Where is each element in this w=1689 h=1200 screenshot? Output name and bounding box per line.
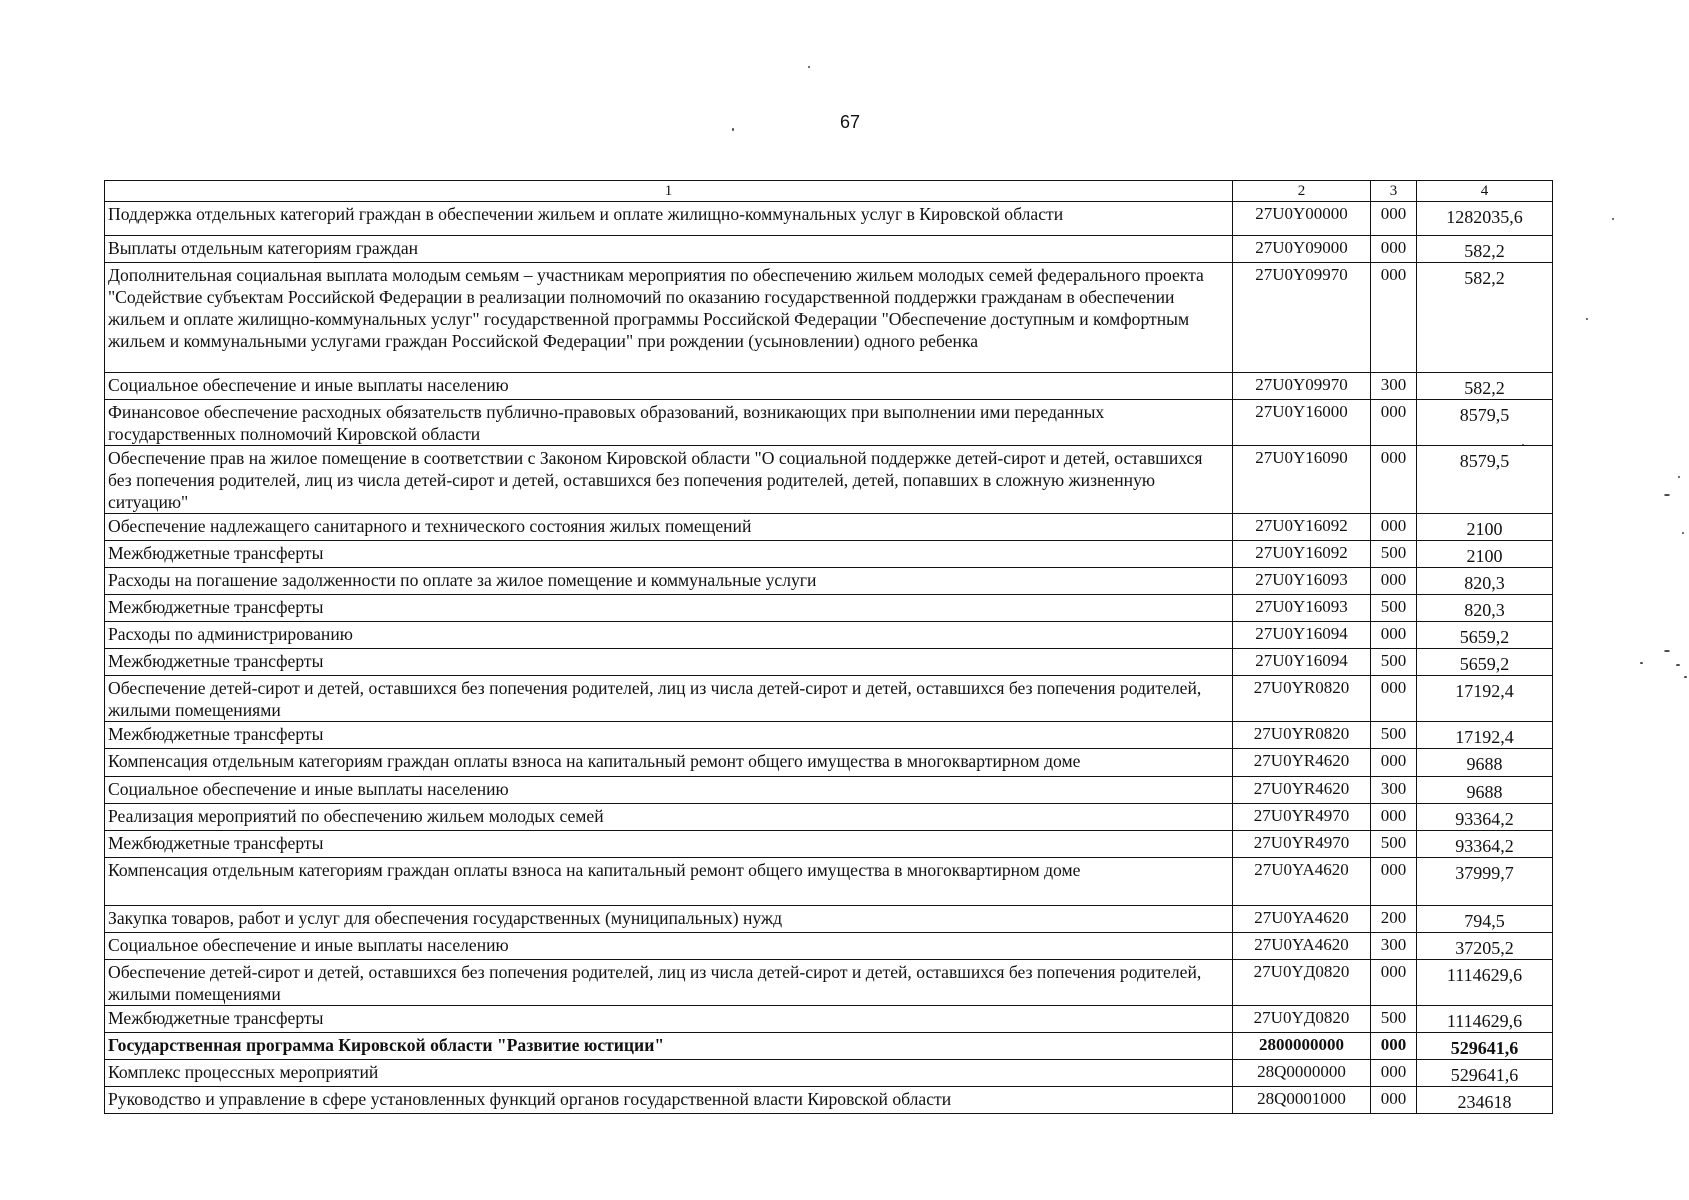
row-code-cell: 27U0Y16092 xyxy=(1233,514,1371,541)
table-row xyxy=(105,236,1553,263)
row-code-cell: 27U0Y16094 xyxy=(1233,649,1371,676)
row-sum-cell: 582,2 xyxy=(1417,373,1553,400)
scan-speck xyxy=(1682,532,1684,534)
row-code-cell: 28Q0000000 xyxy=(1233,1060,1371,1087)
row-name-cell: Руководство и управление в сфере установленных функций органов государственной власти Кировской области xyxy=(105,1087,1233,1114)
row-sum-cell: 529641,6 xyxy=(1417,1060,1553,1087)
row-type-cell: 000 xyxy=(1371,749,1417,777)
table-row xyxy=(105,514,1553,541)
row-sum-cell: 794,5 xyxy=(1417,906,1553,933)
row-sum-cell: 17192,4 xyxy=(1417,722,1553,749)
row-sum-cell: 1282035,6 xyxy=(1417,202,1553,236)
row-type-cell: 000 xyxy=(1371,676,1417,722)
row-sum-cell: 37999,7 xyxy=(1417,858,1553,906)
row-name-cell: Расходы по администрированию xyxy=(105,622,1233,649)
row-name-cell: Социальное обеспечение и иные выплаты населению xyxy=(105,777,1233,804)
row-type-cell: 500 xyxy=(1371,1006,1417,1033)
row-sum-cell: 17192,4 xyxy=(1417,676,1553,722)
row-type-cell: 500 xyxy=(1371,649,1417,676)
row-sum-cell: 5659,2 xyxy=(1417,622,1553,649)
table-row xyxy=(105,777,1553,804)
table-row xyxy=(105,676,1553,722)
row-type-cell: 000 xyxy=(1371,804,1417,831)
row-type-cell: 500 xyxy=(1371,831,1417,858)
table-row xyxy=(105,749,1553,777)
header-col-2: 2 xyxy=(1233,181,1371,202)
scan-speck xyxy=(1676,664,1680,666)
row-code-cell: 27U0YR0820 xyxy=(1233,676,1371,722)
row-type-cell: 300 xyxy=(1371,373,1417,400)
row-sum-cell: 582,2 xyxy=(1417,263,1553,373)
row-name-cell: Комплекс процессных мероприятий xyxy=(105,1060,1233,1087)
table-row xyxy=(105,722,1553,749)
row-name-cell: Выплаты отдельным категориям граждан xyxy=(105,236,1233,263)
table-row xyxy=(105,804,1553,831)
row-name-cell: Обеспечение детей-сирот и детей, оставшихся без попечения родителей, лиц из числа детей-сирот и детей, оставшихся без попечения родителей, жилыми помещениями xyxy=(105,960,1233,1006)
row-code-cell: 27U0Y16093 xyxy=(1233,595,1371,622)
row-code-cell: 28Q0001000 xyxy=(1233,1087,1371,1114)
row-type-cell: 000 xyxy=(1371,1087,1417,1114)
row-sum-cell: 8579,5 xyxy=(1417,400,1553,446)
row-code-cell: 27U0YA4620 xyxy=(1233,933,1371,960)
row-sum-cell: 820,3 xyxy=(1417,595,1553,622)
row-sum-cell: 1114629,6 xyxy=(1417,1006,1553,1033)
row-name-cell: Межбюджетные трансферты xyxy=(105,595,1233,622)
table-row xyxy=(105,595,1553,622)
row-code-cell: 27U0YR4970 xyxy=(1233,831,1371,858)
row-name-cell: Межбюджетные трансферты xyxy=(105,541,1233,568)
row-name-cell: Межбюджетные трансферты xyxy=(105,649,1233,676)
row-type-cell: 300 xyxy=(1371,933,1417,960)
row-type-cell: 500 xyxy=(1371,722,1417,749)
row-name-cell: Обеспечение надлежащего санитарного и технического состояния жилых помещений xyxy=(105,514,1233,541)
column-number-header-row xyxy=(105,181,1553,202)
row-sum-cell: 2100 xyxy=(1417,514,1553,541)
budget-table xyxy=(104,180,1553,1114)
row-type-cell: 000 xyxy=(1371,858,1417,906)
row-code-cell: 27U0Y16092 xyxy=(1233,541,1371,568)
scan-speck xyxy=(1612,218,1614,220)
row-type-cell: 000 xyxy=(1371,622,1417,649)
table-row xyxy=(105,649,1553,676)
scan-speck xyxy=(732,128,734,131)
row-name-cell: Государственная программа Кировской области "Развитие юстиции" xyxy=(105,1033,1233,1060)
row-type-cell: 000 xyxy=(1371,236,1417,263)
row-name-cell: Социальное обеспечение и иные выплаты населению xyxy=(105,373,1233,400)
page-number: 67 xyxy=(839,112,861,132)
table-row xyxy=(105,446,1553,514)
row-sum-cell: 93364,2 xyxy=(1417,831,1553,858)
table-body xyxy=(105,181,1553,1114)
row-type-cell: 000 xyxy=(1371,960,1417,1006)
row-name-cell: Социальное обеспечение и иные выплаты населению xyxy=(105,933,1233,960)
row-type-cell: 000 xyxy=(1371,400,1417,446)
row-sum-cell: 93364,2 xyxy=(1417,804,1553,831)
header-col-1: 1 xyxy=(105,181,1233,202)
scan-speck xyxy=(808,66,810,68)
row-name-cell: Поддержка отдельных категорий граждан в обеспечении жильем и оплате жилищно-коммунальных услуг в Кировской области xyxy=(105,202,1233,236)
table-row xyxy=(105,1033,1553,1060)
row-code-cell: 27U0YД0820 xyxy=(1233,1006,1371,1033)
row-code-cell: 27U0Y09970 xyxy=(1233,263,1371,373)
row-sum-cell: 5659,2 xyxy=(1417,649,1553,676)
row-type-cell: 500 xyxy=(1371,595,1417,622)
row-sum-cell: 9688 xyxy=(1417,749,1553,777)
row-code-cell: 27U0YR4620 xyxy=(1233,777,1371,804)
row-name-cell: Обеспечение детей-сирот и детей, оставшихся без попечения родителей, лиц из числа детей-сирот и детей, оставшихся без попечения родителей, жилыми помещениями xyxy=(105,676,1233,722)
table-row xyxy=(105,906,1553,933)
table-row xyxy=(105,622,1553,649)
row-sum-cell: 37205,2 xyxy=(1417,933,1553,960)
scan-speck xyxy=(1586,318,1588,320)
table-row xyxy=(105,568,1553,595)
table-row xyxy=(105,1060,1553,1087)
row-type-cell: 000 xyxy=(1371,1060,1417,1087)
row-code-cell: 27U0YA4620 xyxy=(1233,906,1371,933)
row-sum-cell: 8579,5 xyxy=(1417,446,1553,514)
row-type-cell: 300 xyxy=(1371,777,1417,804)
row-name-cell: Межбюджетные трансферты xyxy=(105,1006,1233,1033)
row-sum-cell: 820,3 xyxy=(1417,568,1553,595)
row-name-cell: Межбюджетные трансферты xyxy=(105,722,1233,749)
row-sum-cell: 9688 xyxy=(1417,777,1553,804)
header-col-3: 3 xyxy=(1371,181,1417,202)
row-name-cell: Дополнительная социальная выплата молодым семьям – участникам мероприятия по обеспечению жильем молодых семей федерального проекта "Содействие субъектам Российской Федерации в реализации полномочий по оказанию государственной поддержки гражданам в обеспечении жильем и оплате жилищно-коммунальных услуг" государственной программы Российской Федерации "Обеспечение доступным и комфортным жильем и коммунальными услугами граждан Российской Федерации" при рождении (усыновлении) одного ребенка xyxy=(105,263,1233,373)
row-name-cell: Обеспечение прав на жилое помещение в соответствии с Законом Кировской области "О социальной поддержке детей-сирот и детей, оставшихся без попечения родителей, лиц из числа детей-сирот и детей, оставшихся без попечения родителей, детей, попавших в сложную жизненную ситуацию" xyxy=(105,446,1233,514)
row-name-cell: Компенсация отдельным категориям граждан оплаты взноса на капитальный ремонт общего имущества в многоквартирном доме xyxy=(105,858,1233,906)
row-code-cell: 27U0Y16000 xyxy=(1233,400,1371,446)
row-type-cell: 200 xyxy=(1371,906,1417,933)
table-row xyxy=(105,1006,1553,1033)
table-row xyxy=(105,373,1553,400)
scan-speck xyxy=(1640,662,1643,664)
row-name-cell: Реализация мероприятий по обеспечению жильем молодых семей xyxy=(105,804,1233,831)
table-row xyxy=(105,263,1553,373)
table-row xyxy=(105,541,1553,568)
row-code-cell: 27U0Y00000 xyxy=(1233,202,1371,236)
table-row xyxy=(105,831,1553,858)
row-name-cell: Финансовое обеспечение расходных обязательств публично-правовых образований, возникающих при выполнении ими переданных государственных полномочий Кировской области xyxy=(105,400,1233,446)
scan-speck xyxy=(1664,494,1670,496)
scan-speck xyxy=(1678,476,1680,478)
row-type-cell: 000 xyxy=(1371,446,1417,514)
row-name-cell: Компенсация отдельным категориям граждан оплаты взноса на капитальный ремонт общего имущества в многоквартирном доме xyxy=(105,749,1233,777)
row-type-cell: 000 xyxy=(1371,263,1417,373)
row-sum-cell: 529641,6 xyxy=(1417,1033,1553,1060)
row-type-cell: 000 xyxy=(1371,1033,1417,1060)
row-code-cell: 27U0Y16093 xyxy=(1233,568,1371,595)
table-row xyxy=(105,933,1553,960)
row-code-cell: 27U0YR4970 xyxy=(1233,804,1371,831)
row-sum-cell: 1114629,6 xyxy=(1417,960,1553,1006)
header-col-4: 4 xyxy=(1417,181,1553,202)
row-code-cell: 27U0YA4620 xyxy=(1233,858,1371,906)
row-code-cell: 27U0YR0820 xyxy=(1233,722,1371,749)
row-name-cell: Межбюджетные трансферты xyxy=(105,831,1233,858)
row-code-cell: 27U0Y09000 xyxy=(1233,236,1371,263)
table-row xyxy=(105,400,1553,446)
table-row xyxy=(105,1087,1553,1114)
row-sum-cell: 2100 xyxy=(1417,541,1553,568)
scan-speck xyxy=(1664,650,1670,652)
row-code-cell: 27U0YД0820 xyxy=(1233,960,1371,1006)
table-row xyxy=(105,960,1553,1006)
table-row xyxy=(105,202,1553,236)
row-type-cell: 000 xyxy=(1371,202,1417,236)
row-name-cell: Закупка товаров, работ и услуг для обеспечения государственных (муниципальных) нужд xyxy=(105,906,1233,933)
row-type-cell: 000 xyxy=(1371,514,1417,541)
row-sum-cell: 234618 xyxy=(1417,1087,1553,1114)
row-code-cell: 27U0Y09970 xyxy=(1233,373,1371,400)
scan-speck xyxy=(1684,676,1687,678)
row-code-cell: 27U0YR4620 xyxy=(1233,749,1371,777)
row-type-cell: 500 xyxy=(1371,541,1417,568)
row-code-cell: 2800000000 xyxy=(1233,1033,1371,1060)
row-name-cell: Расходы на погашение задолженности по оплате за жилое помещение и коммунальные услуги xyxy=(105,568,1233,595)
row-sum-cell: 582,2 xyxy=(1417,236,1553,263)
row-code-cell: 27U0Y16090 xyxy=(1233,446,1371,514)
table-row xyxy=(105,858,1553,906)
row-code-cell: 27U0Y16094 xyxy=(1233,622,1371,649)
row-type-cell: 000 xyxy=(1371,568,1417,595)
